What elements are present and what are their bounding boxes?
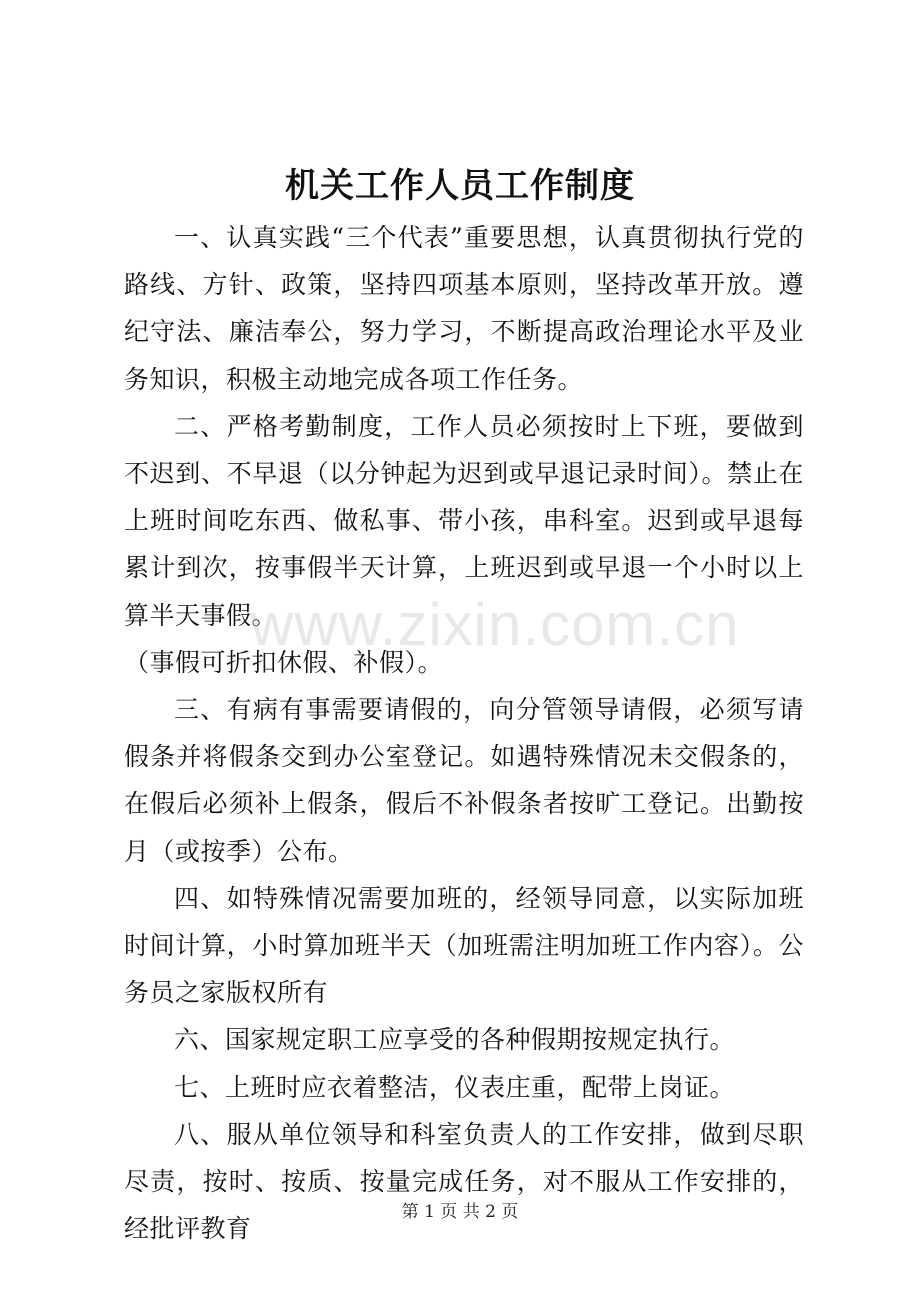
paragraph-2: 二、严格考勤制度，工作人员必须按时上下班，要做到不迟到、不早退（以分钟起为迟到或早退记录时间）。禁止在上班时间吃东西、做私事、带小孩，串科室。迟到或早退每累计到次，按事假半天计算，上班迟到或早退一个小时以上算半天事假。 — [124, 411, 804, 630]
page-footer: 第 1 页 共 2 页 — [401, 1202, 519, 1222]
paragraph-8: 八、服从单位领导和科室负责人的工作安排，做到尽职尽责，按时、按质、按量完成任务，对不服从工作安排的，经批评教育 — [124, 1119, 804, 1244]
paragraph-7: 七、上班时应衣着整洁，仪表庄重，配带上岗证。 — [174, 1072, 736, 1102]
paragraph-4: 四、如特殊情况需要加班的，经领导同意，以实际加班时间计算，小时算加班半天（加班需注明加班工作内容）。公务员之家版权所有 — [124, 883, 804, 1008]
paragraph-3: 三、有病有事需要请假的，向分管领导请假，必须写请假条并将假条交到办公室登记。如遇特殊情况未交假条的，在假后必须补上假条，假后不补假条者按旷工登记。出勤按月（或按季）公布。 — [124, 695, 804, 866]
document-title: 机关工作人员工作制度 — [285, 166, 635, 206]
paragraph-6: 六、国家规定职工应享受的各种假期按规定执行。 — [174, 1025, 736, 1055]
document-body — [124, 214, 804, 1252]
paragraph-1: 一、认真实践“三个代表”重要思想，认真贯彻执行党的路线、方针、政策，坚持四项基本原则，坚持改革开放。遵纪守法、廉洁奉公，努力学习，不断提高政治理论水平及业务知识，积极主动地完成各项工作任务。 — [124, 223, 804, 394]
paragraph-2-note: （事假可折扣休假、补假）。 — [124, 647, 444, 677]
watermark: www.zixin.com.cn — [250, 591, 740, 658]
